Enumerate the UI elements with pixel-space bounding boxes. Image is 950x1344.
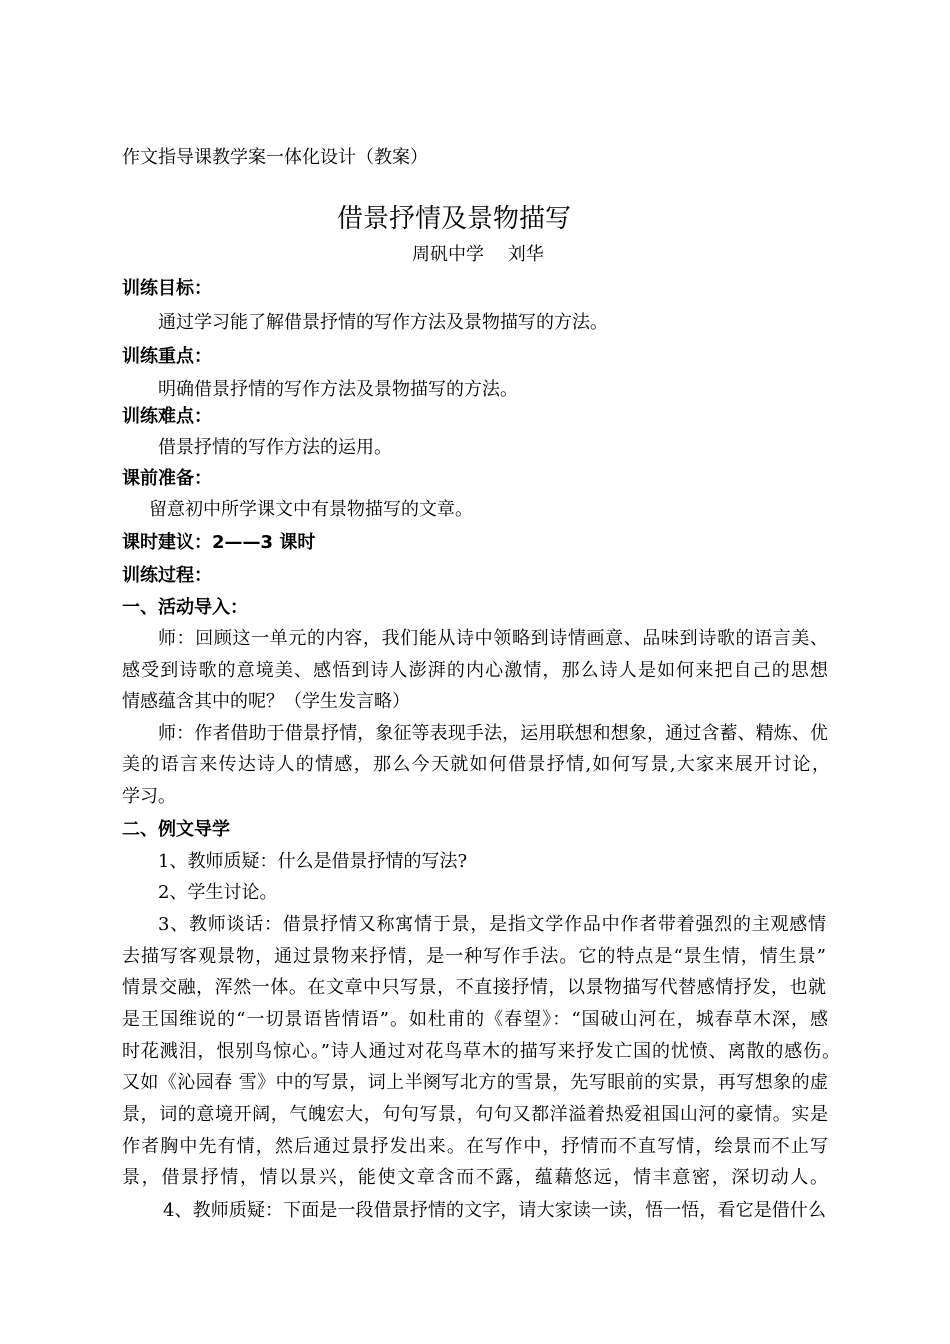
paragraph-line: 师：作者借助于借景抒情，象征等表现手法，运用联想和想象，通过含蓄、精炼、优	[158, 723, 828, 744]
paragraph-line: 感受到诗歌的意境美、感悟到诗人澎湃的内心激情，那么诗人是如何来把自己的思想	[122, 660, 828, 681]
paragraph-line: 3、教师谈话：借景抒情又称寓情于景，是指文学作品中作者带着强烈的主观感情	[158, 914, 826, 935]
list-item: 4、教师质疑：下面是一段借景抒情的文字，请大家读一读，悟一悟，看它是借什么	[163, 1200, 826, 1221]
part1-heading: 一、活动导入：	[122, 597, 248, 618]
paragraph-line: 景，借景抒情，情以景兴，能使文章含而不露，蕴藉悠远，情丰意密，深切动人。	[122, 1167, 828, 1188]
paragraph-line: 景，词的意境开阔，气魄宏大，句句写景，句句又都洋溢着热爱祖国山河的豪情。实是	[122, 1104, 828, 1125]
paragraph-line: 师：回顾这一单元的内容，我们能从诗中领略到诗情画意、品味到诗歌的语言美、	[158, 628, 828, 649]
difficulty-heading: 训练难点：	[122, 406, 212, 427]
paragraph-line: 情景交融，浑然一体。在文章中只写景，不直接抒情，以景物描写代替感情抒发，也就	[122, 977, 826, 998]
list-item: 2、学生讨论。	[158, 882, 278, 903]
paragraph-line: 情感蕴含其中的呢？（学生发言略）	[122, 691, 410, 712]
key-heading: 训练重点：	[122, 346, 212, 367]
prep-heading: 课前准备：	[122, 468, 212, 489]
list-item: 1、教师质疑：什么是借景抒情的写法?	[158, 851, 468, 872]
hours-heading: 课时建议：2——3 课时	[122, 532, 316, 553]
author-line: 周矾中学 刘华	[412, 244, 544, 265]
process-heading: 训练过程：	[122, 565, 212, 586]
prep-text: 留意初中所学课文中有景物描写的文章。	[149, 499, 473, 520]
key-text: 明确借景抒情的写作方法及景物描写的方法。	[158, 379, 518, 400]
paragraph-line: 时花溅泪，恨别鸟惊心。”诗人通过对花鸟草木的描写来抒发亡国的忧愤、离散的感伤。	[122, 1041, 840, 1062]
series-title: 作文指导课教学案一体化设计（教案）	[122, 147, 428, 168]
paragraph-line: 作者胸中先有情，然后通过景抒发出来。在写作中，抒情而不直写情，绘景而不止写	[122, 1136, 828, 1157]
page-title: 借景抒情及景物描写	[337, 204, 572, 234]
paragraph-line: 去描写客观景物，通过景物来抒情，是一种写作手法。它的特点是“景生情，情生景”	[122, 946, 826, 967]
difficulty-text: 借景抒情的写作方法的运用。	[158, 437, 392, 458]
goal-heading: 训练目标：	[122, 278, 212, 299]
part2-heading: 二、例文导学	[122, 819, 230, 840]
paragraph-line: 美的语言来传达诗人的情感，那么今天就如何借景抒情,如何写景,大家来展开讨论，	[122, 754, 830, 775]
paragraph-line: 又如《沁园春 雪》中的写景，词上半阕写北方的雪景，先写眼前的实景，再写想象的虚	[122, 1072, 828, 1093]
goal-text: 通过学习能了解借景抒情的写作方法及景物描写的方法。	[158, 312, 608, 333]
paragraph-line: 是王国维说的“一切景语皆情语”。如杜甫的《春望》：“国破山河在，城春草木深，感	[122, 1009, 828, 1030]
paragraph-line: 学习。	[122, 786, 176, 807]
